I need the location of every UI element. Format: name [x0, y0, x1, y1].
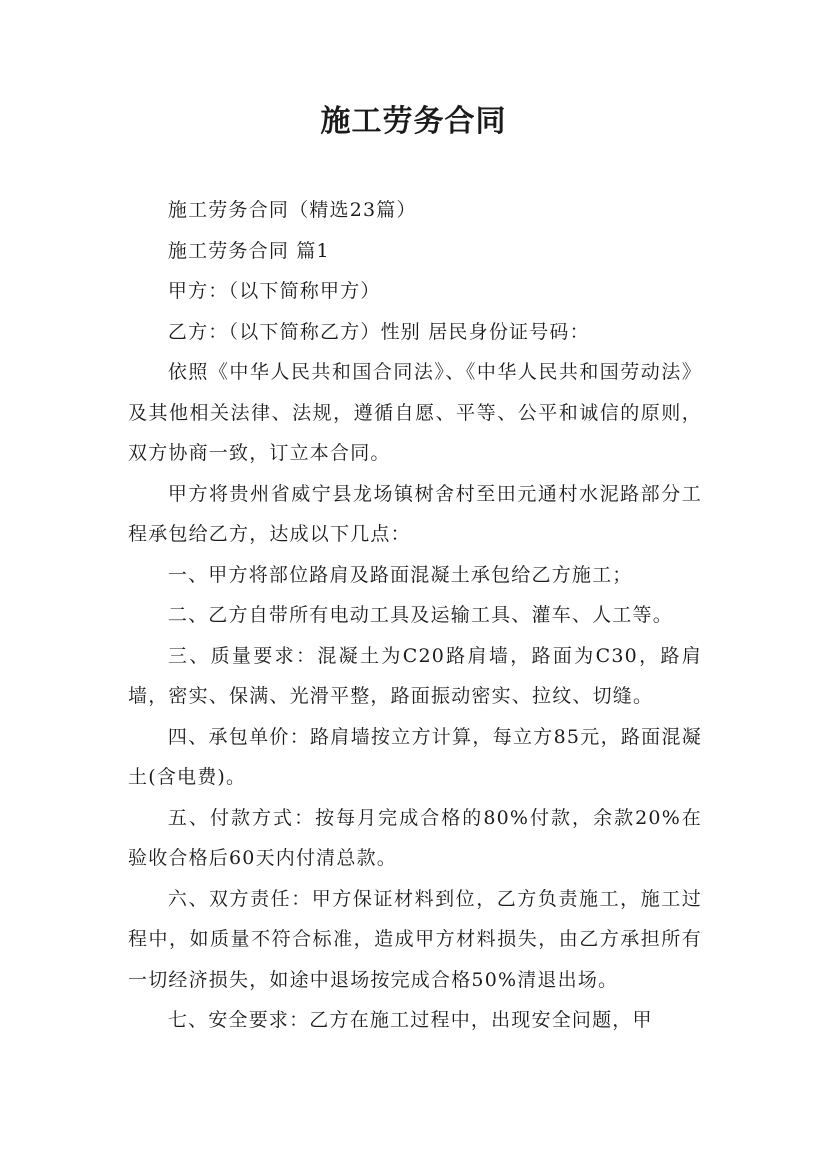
paragraph-party-a: 甲方：（以下简称甲方）: [167, 280, 381, 302]
document-title: 施工劳务合同: [320, 104, 507, 139]
paragraph-clause-1: 一、甲方将部位路肩及路面混凝土承包给乙方施工；: [167, 563, 633, 586]
paragraph-party-b: 乙方：（以下简称乙方）性别 居民身份证号码：: [167, 320, 590, 343]
paragraph-legal-basis: 依照《中华人民共和国合同法》、《中华人民共和国劳动法》及其他相关法律、法规，遵循自愿、平等、公平和诚信的原则，双方协商一致，订立本合同。: [128, 361, 702, 464]
paragraph-clause-3: 三、质量要求：混凝土为C20路肩墙，路面为C30，路肩墙，密实、保满、光滑平整，路面振动密实、拉纹、切缝。: [128, 644, 702, 707]
paragraph-clause-6: 六、双方责任：甲方保证材料到位，乙方负责施工，施工过程中，如质量不符合标准，造成甲方材料损失，由乙方承担所有一切经济损失，如途中退场按完成合格50%清退出场。: [128, 887, 702, 991]
paragraph-clause-5: 五、付款方式：按每月完成合格的80%付款，余款20%在验收合格后60天内付清总款。: [128, 806, 702, 869]
paragraph-clause-4: 四、承包单价：路肩墙按立方计算，每立方85元，路面混凝土(含电费)。: [128, 725, 702, 788]
document-body: [128, 190, 702, 1041]
paragraph-subtitle: 施工劳务合同（精选23篇）: [167, 199, 417, 221]
paragraph-section-heading: 施工劳务合同 篇1: [167, 239, 330, 262]
paragraph-clause-2: 二、乙方自带所有电动工具及运输工具、灌车、人工等。: [167, 604, 673, 626]
paragraph-clause-7: 七、安全要求：乙方在施工过程中，出现安全问题，甲: [167, 1009, 653, 1031]
paragraph-project-scope: 甲方将贵州省威宁县龙场镇树舍村至田元通村水泥路部分工程承包给乙方，达成以下几点：: [128, 482, 702, 545]
